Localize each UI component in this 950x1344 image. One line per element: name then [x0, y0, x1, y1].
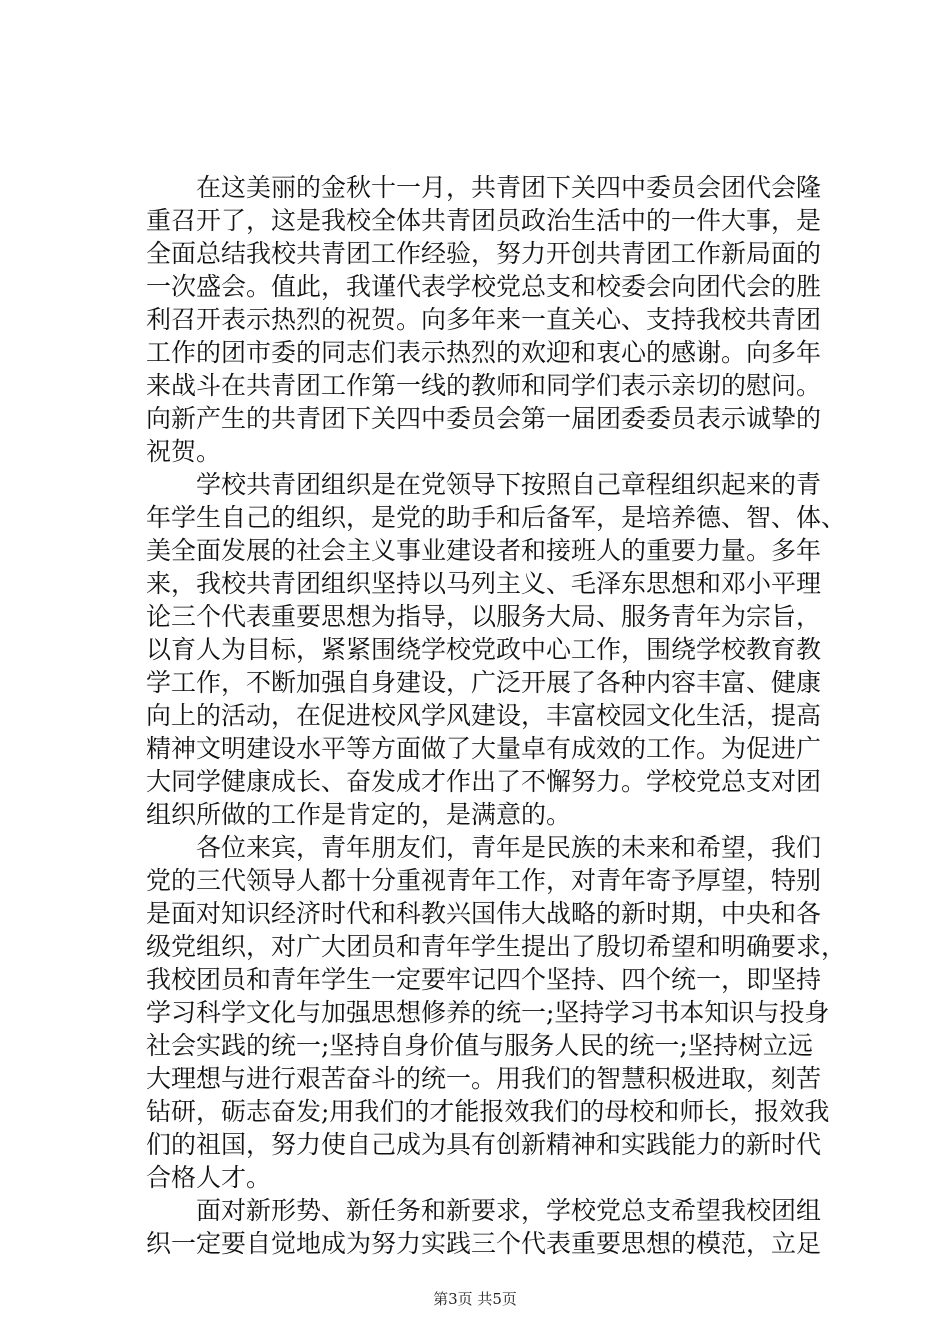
text-line: 钻研，砺志奋发;用我们的才能报效我们的母校和师长，报效我 [146, 1097, 830, 1126]
text-line: 论三个代表重要思想为指导，以服务大局、服务青年为宗旨， [146, 602, 822, 631]
paragraph-1 [146, 171, 822, 468]
text-line: 在这美丽的金秋十一月，共青团下关四中委员会团代会隆 [146, 173, 822, 202]
text-line: 织一定要自觉地成为努力实践三个代表重要思想的模范，立足 [146, 1229, 822, 1258]
text-line: 学校共青团组织是在党领导下按照自己章程组织起来的青 [146, 470, 822, 499]
text-line: 级党组织，对广大团员和青年学生提出了殷切希望和明确要求， [146, 932, 847, 961]
text-line: 以育人为目标，紧紧围绕学校党政中心工作，围绕学校教育教 [146, 635, 822, 664]
text-line: 美全面发展的社会主义事业建设者和接班人的重要力量。多年 [146, 536, 822, 565]
text-line: 社会实践的统一;坚持自身价值与服务人民的统一;坚持树立远 [146, 1031, 813, 1060]
text-line: 来，我校共青团组织坚持以马列主义、毛泽东思想和邓小平理 [146, 569, 822, 598]
text-line: 是面对知识经济时代和科教兴国伟大战略的新时期，中央和各 [146, 899, 822, 928]
paragraph-3 [146, 831, 847, 1194]
text-line: 合格人才。 [146, 1163, 272, 1192]
text-line: 党的三代领导人都十分重视青年工作，对青年寄予厚望，特别 [146, 866, 822, 895]
text-line: 全面总结我校共青团工作经验，努力开创共青团工作新局面的 [146, 239, 822, 268]
text-line: 各位来宾，青年朋友们，青年是民族的未来和希望，我们 [146, 833, 822, 862]
text-line: 一次盛会。值此，我谨代表学校党总支和校委会向团代会的胜 [146, 272, 822, 301]
text-line: 大理想与进行艰苦奋斗的统一。用我们的智慧积极进取，刻苦 [146, 1064, 822, 1093]
paragraph-4 [146, 1194, 822, 1260]
text-line: 我校团员和青年学生一定要牢记四个坚持、四个统一，即坚持 [146, 965, 822, 994]
text-line: 向新产生的共青团下关四中委员会第一届团委委员表示诚挚的 [146, 404, 822, 433]
text-line: 向上的活动，在促进校风学风建设，丰富校园文化生活，提高 [146, 701, 822, 730]
text-line: 学工作，不断加强自身建设，广泛开展了各种内容丰富、健康 [146, 668, 822, 697]
text-line: 面对新形势、新任务和新要求，学校党总支希望我校团组 [146, 1196, 822, 1225]
text-line: 大同学健康成长、奋发成才作出了不懈努力。学校党总支对团 [146, 767, 822, 796]
text-line: 祝贺。 [146, 437, 222, 466]
page-number-footer: 第3页 共5页 [433, 1290, 517, 1308]
text-line: 来战斗在共青团工作第一线的教师和同学们表示亲切的慰问。 [146, 371, 822, 400]
text-line: 利召开表示热烈的祝贺。向多年来一直关心、支持我校共青团 [146, 305, 822, 334]
text-line: 工作的团市委的同志们表示热烈的欢迎和衷心的感谢。向多年 [146, 338, 822, 367]
text-line: 精神文明建设水平等方面做了大量卓有成效的工作。为促进广 [146, 734, 822, 763]
text-line: 们的祖国，努力使自己成为具有创新精神和实践能力的新时代 [146, 1130, 822, 1159]
paragraph-2 [146, 468, 847, 831]
text-line: 重召开了，这是我校全体共青团员政治生活中的一件大事，是 [146, 206, 822, 235]
text-line: 年学生自己的组织，是党的助手和后备军，是培养德、智、体、 [146, 503, 847, 532]
document-body [146, 171, 847, 1260]
text-line: 组织所做的工作是肯定的，是满意的。 [146, 800, 572, 829]
text-line: 学习科学文化与加强思想修养的统一;坚持学习书本知识与投身 [146, 998, 830, 1027]
